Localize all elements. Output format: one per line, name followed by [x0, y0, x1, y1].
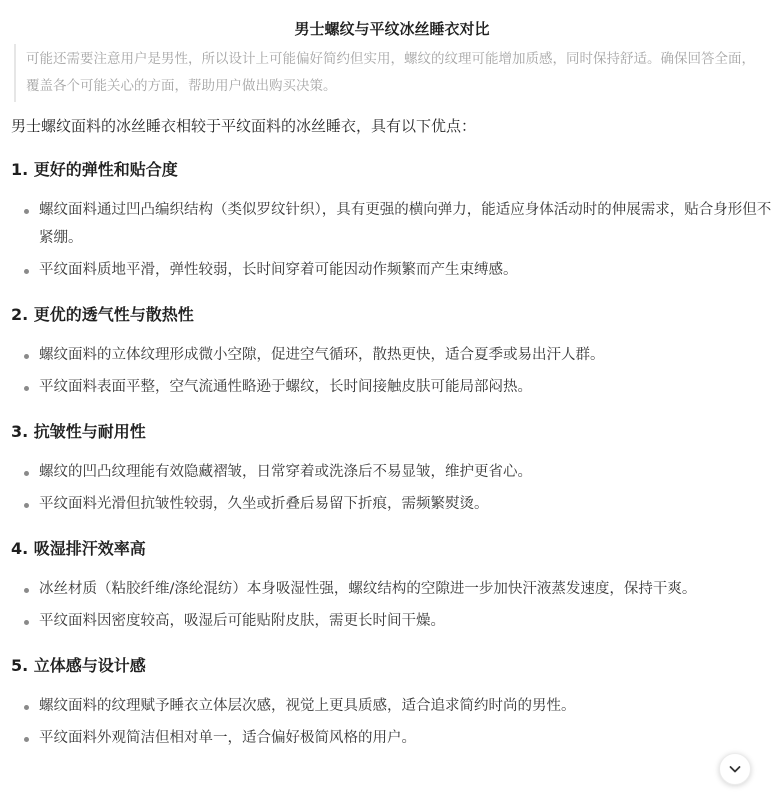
list-item: 螺纹面料通过凹凸编织结构（类似罗纹针织），具有更强的横向弹力，能适应身体活动时的伸展需求，贴合身形但不紧绷。 — [11, 196, 774, 252]
answer-intro: 男士螺纹面料的冰丝睡衣相较于平纹面料的冰丝睡衣，具有以下优点： — [11, 117, 477, 135]
scroll-to-bottom-button[interactable] — [719, 753, 751, 785]
section — [11, 420, 774, 518]
section-heading: 5. 立体感与设计感 — [11, 656, 146, 675]
section-heading: 4. 吸湿排汗效率高 — [11, 539, 146, 558]
list-item: 平纹面料光滑但抗皱性较弱，久坐或折叠后易留下折痕，需频繁熨烫。 — [11, 490, 774, 518]
list-item: 螺纹面料的纹理赋予睡衣立体层次感，视觉上更具质感，适合追求简约时尚的男性。 — [11, 692, 774, 720]
list-item: 平纹面料质地平滑，弹性较弱，长时间穿着可能因动作频繁而产生束缚感。 — [11, 256, 774, 284]
list-item: 冰丝材质（粘胶纤维/涤纶混纺）本身吸湿性强，螺纹结构的空隙进一步加快汗液蒸发速度，保持干爽。 — [11, 575, 774, 603]
list-item: 平纹面料外观简洁但相对单一，适合偏好极简风格的用户。 — [11, 724, 774, 752]
section — [11, 654, 774, 752]
answer-content — [0, 114, 784, 752]
conversation-title: 男士螺纹与平纹冰丝睡衣对比 — [294, 20, 490, 38]
list-item: 平纹面料因密度较高，吸湿后可能贴附皮肤，需更长时间干燥。 — [11, 607, 774, 635]
chevron-down-icon — [727, 761, 743, 777]
section-heading: 2. 更优的透气性与散热性 — [11, 305, 194, 324]
section — [11, 537, 774, 635]
section — [11, 158, 774, 284]
list-item: 平纹面料表面平整，空气流通性略逊于螺纹，长时间接触皮肤可能局部闷热。 — [11, 373, 774, 401]
section-heading: 1. 更好的弹性和贴合度 — [11, 160, 178, 179]
thinking-process-text: 可能还需要注意用户是男性，所以设计上可能偏好简约但实用，螺纹的纹理可能增加质感，同时保持舒适。确保回答全面，覆盖各个可能关心的方面，帮助用户做出购买决策。 — [14, 44, 770, 102]
list-item: 螺纹的凹凸纹理能有效隐藏褶皱，日常穿着或洗涤后不易显皱，维护更省心。 — [11, 458, 774, 486]
list-item: 螺纹面料的立体纹理形成微小空隙，促进空气循环，散热更快，适合夏季或易出汗人群。 — [11, 341, 774, 369]
section — [11, 303, 774, 401]
section-heading: 3. 抗皱性与耐用性 — [11, 422, 146, 441]
